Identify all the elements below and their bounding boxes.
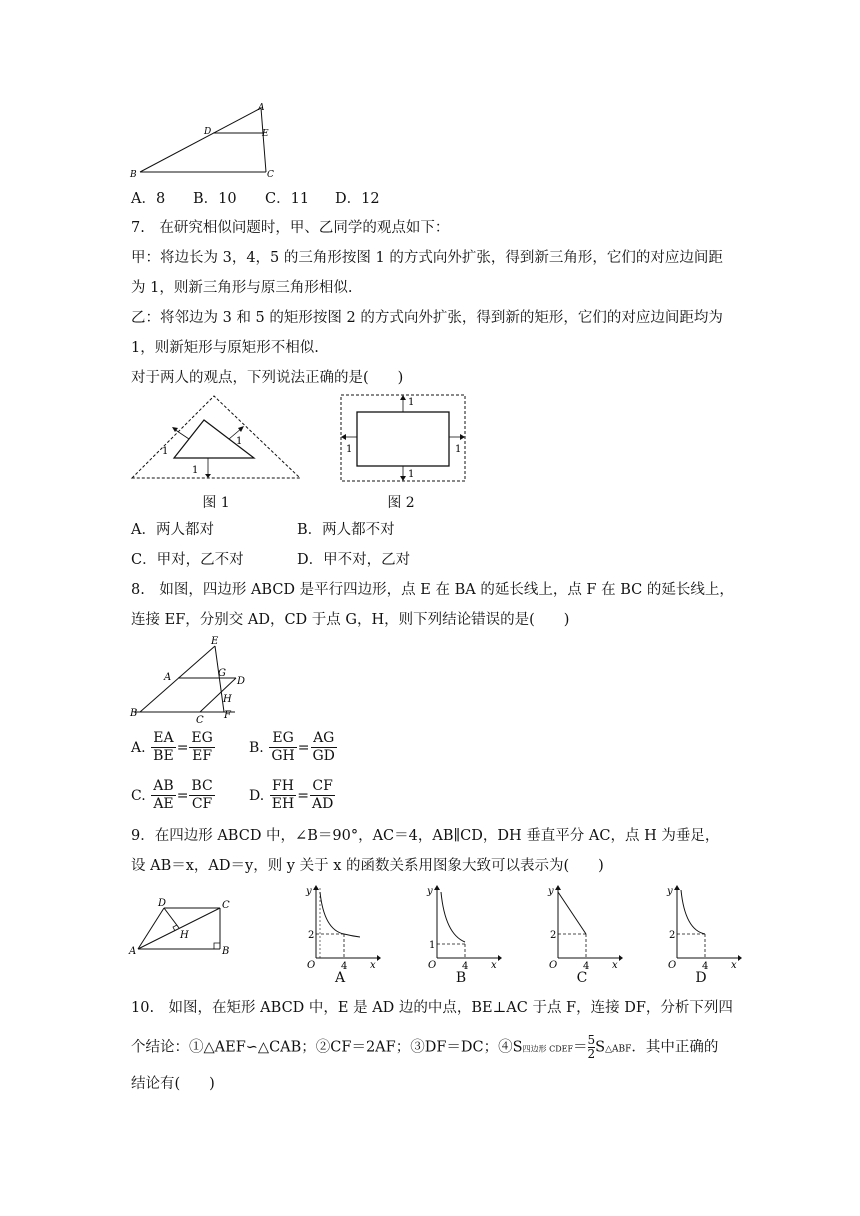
point-C: C bbox=[196, 715, 204, 726]
q8-option-b: B. $\frac{EG}{GH}$ = $\frac{AG}{GD}$ bbox=[249, 730, 335, 764]
q7-yi-line2: 1，则新矩形与原矩形不相似. bbox=[131, 340, 319, 356]
fig2-label-left: 1 bbox=[346, 444, 353, 455]
point-E: E bbox=[211, 636, 219, 647]
q7-option-c: C．甲对，乙不对 bbox=[131, 552, 244, 568]
graph-xtick: 4 bbox=[583, 961, 590, 972]
point-D: D bbox=[204, 127, 212, 137]
point-F: F bbox=[224, 710, 231, 721]
q7-yi-line1: 乙：将邻边为 3 和 5 的矩形按图 2 的方式向外扩张，得到新的矩形，它们的对应边间距均为 bbox=[131, 310, 723, 326]
fig2-label-top: 1 bbox=[408, 397, 415, 408]
q7-jia-line1: 甲：将边长为 3，4，5 的三角形按图 1 的方式向外扩张，得到新三角形，它们的对应边间距 bbox=[131, 250, 723, 266]
q10-stem-line2: 个结论：①△AEF∽△CAB；②CF＝2AF；③DF＝DC；④S四边形 CDEF＝ $\frac{5}{2}$ S△ABF．其中正确的 bbox=[131, 1033, 719, 1061]
point-D: D bbox=[158, 898, 167, 909]
q6-option-b: B．10 bbox=[193, 191, 237, 207]
q9-graph-label-b: B bbox=[455, 970, 467, 986]
graph-ytick: 2 bbox=[550, 930, 557, 941]
q7-stem: 7. 在研究相似问题时，甲、乙同学的观点如下： bbox=[131, 220, 450, 236]
point-H: H bbox=[223, 694, 232, 705]
q8-parallelogram-figure bbox=[128, 634, 258, 726]
graph-x-label: x bbox=[491, 960, 497, 971]
q7-jia-line2: 为 1，则新三角形与原三角形相似. bbox=[131, 280, 353, 296]
q9-graph-label-d: D bbox=[695, 970, 707, 986]
graph-ytick: 1 bbox=[429, 940, 436, 951]
q8-option-d: D. $\frac{FH}{EH}$ = $\frac{CF}{AD}$ bbox=[249, 778, 334, 812]
point-G: G bbox=[218, 668, 226, 679]
point-A: A bbox=[164, 672, 172, 683]
q7-question: 对于两人的观点，下列说法正确的是( ) bbox=[131, 370, 404, 386]
q9-graph-a bbox=[292, 882, 382, 972]
fig1-label-left: 1 bbox=[162, 446, 169, 457]
graph-xtick: 4 bbox=[341, 961, 348, 972]
graph-x-label: x bbox=[370, 960, 376, 971]
graph-x-label: x bbox=[731, 960, 737, 971]
q10-stem-line1: 10. 如图，在矩形 ABCD 中，E 是 AD 边的中点，BE⊥AC 于点 F，连接 DF，分析下列四 bbox=[131, 1000, 733, 1016]
point-A: A bbox=[258, 103, 265, 113]
fig1-label-right: 1 bbox=[236, 436, 243, 447]
fig1-caption: 图 1 bbox=[202, 495, 230, 511]
q9-graph-d bbox=[653, 882, 743, 972]
q7-option-b: B．两人都不对 bbox=[297, 522, 395, 538]
q7-figure-1 bbox=[128, 392, 304, 484]
graph-y-label: y bbox=[427, 886, 433, 897]
graph-ytick: 2 bbox=[669, 930, 676, 941]
graph-origin: O bbox=[428, 960, 437, 971]
fig2-label-right: 1 bbox=[455, 444, 462, 455]
q7-option-a: A．两人都对 bbox=[131, 522, 214, 538]
q8-stem-line1: 8. 如图，四边形 ABCD 是平行四边形，点 E 在 BA 的延长线上，点 F 在 BC 的延长线上， bbox=[131, 582, 734, 598]
graph-xtick: 4 bbox=[462, 961, 469, 972]
fig1-label-bottom: 1 bbox=[192, 465, 199, 476]
q8-option-a: A. $\frac{EA}{BE}$ = $\frac{EG}{EF}$ bbox=[131, 730, 213, 764]
q6-option-c: C．11 bbox=[265, 191, 310, 207]
point-B: B bbox=[130, 708, 138, 719]
point-E: E bbox=[262, 129, 269, 139]
point-C: C bbox=[222, 900, 230, 911]
graph-origin: O bbox=[549, 960, 558, 971]
fig2-label-bottom: 1 bbox=[408, 469, 415, 480]
graph-origin: O bbox=[307, 960, 316, 971]
point-D: D bbox=[237, 676, 246, 687]
q9-stem-line2: 设 AB＝x，AD＝y，则 y 关于 x 的函数关系用图象大致可以表示为( ) bbox=[131, 858, 604, 874]
graph-origin: O bbox=[668, 960, 677, 971]
graph-xtick: 4 bbox=[702, 961, 709, 972]
graph-ytick: 2 bbox=[308, 930, 315, 941]
q9-graph-c bbox=[534, 882, 624, 972]
q9-stem-line1: 9．在四边形 ABCD 中，∠B＝90°，AC＝4，AB∥CD，DH 垂直平分 AC，点 H 为垂足， bbox=[131, 828, 720, 844]
q6-option-a: A．8 bbox=[131, 191, 166, 207]
q6-option-d: D．12 bbox=[335, 191, 380, 207]
point-B: B bbox=[222, 946, 230, 957]
q8-stem-line2: 连接 EF，分别交 AD，CD 于点 G，H，则下列结论错误的是( ) bbox=[131, 612, 570, 628]
q9-graph-b bbox=[413, 882, 503, 972]
q6-triangle-figure bbox=[128, 100, 278, 180]
fig2-caption: 图 2 bbox=[387, 495, 415, 511]
q8-option-c: C. $\frac{AB}{AE}$ = $\frac{BC}{CF}$ bbox=[131, 778, 213, 812]
q7-option-d: D．甲不对，乙对 bbox=[297, 552, 411, 568]
q7-figure-2 bbox=[338, 392, 468, 484]
graph-y-label: y bbox=[667, 886, 673, 897]
point-B: B bbox=[130, 170, 137, 180]
point-C: C bbox=[267, 170, 274, 180]
q10-stem-line3: 结论有( ) bbox=[131, 1076, 215, 1092]
graph-x-label: x bbox=[612, 960, 618, 971]
q9-graph-label-a: A bbox=[334, 970, 346, 986]
graph-y-label: y bbox=[548, 886, 554, 897]
point-A: A bbox=[129, 946, 137, 957]
q9-quadrilateral-figure bbox=[128, 894, 238, 958]
q9-graph-label-c: C bbox=[576, 970, 588, 986]
point-H: H bbox=[180, 930, 189, 941]
graph-y-label: y bbox=[306, 886, 312, 897]
